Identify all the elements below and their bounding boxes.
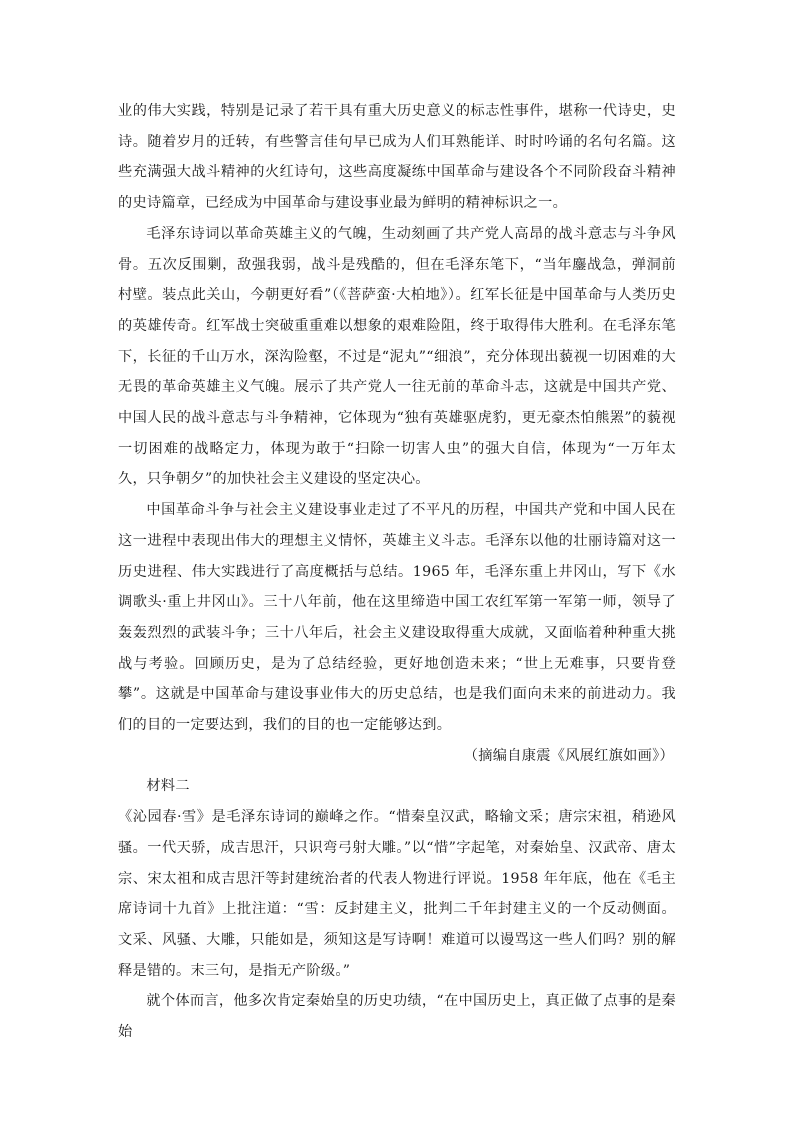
section-heading: 材料二	[146, 778, 190, 795]
document-body	[118, 96, 676, 1048]
paragraph-heroism: 毛泽东诗词以革命英雄主义的气魄，生动刻画了共产党人高昂的战斗意志与斗争风骨。五次反围剿，敌强我弱，战斗是残酷的，但在毛泽东笔下，“当年鏖战急，弹洞前村壁。装点此关山，今朝更好看”（《菩萨蛮·大柏地》）。红军长征是中国革命与人类历史的英雄传奇。红军战士突破重重难以想象的艰难险阻，终于取得伟大胜利。在毛泽东笔下，长征的千山万水，深沟险壑，不过是“泥丸”“细浪”，充分体现出藐视一切困难的大无畏的革命英雄主义气魄。展示了共产党人一往无前的革命斗志，这就是中国共产党、中国人民的战斗意志与斗争精神，它体现为“独有英雄驱虎豹，更无豪杰怕熊罴”的藐视一切困难的战略定力，体现为敢于“扫除一切害人虫”的强大自信，体现为“一万年太久，只争朝夕”的加快社会主义建设的坚定决心。	[118, 225, 676, 488]
paragraph-continuation: 业的伟大实践，特别是记录了若干具有重大历史意义的标志性事件，堪称一代诗史，史诗。随着岁月的迁转，有些警言佳句早已成为人们耳熟能详、时时吟诵的名句名篇。这些充满强大战斗精神的火红诗句，这些高度凝练中国革命与建设各个不同阶段奋斗精神的史诗篇章，已经成为中国革命与建设事业最为鲜明的精神标识之一。	[118, 103, 676, 212]
paragraph-qinyuanchun: 《沁园春·雪》是毛泽东诗词的巅峰之作。“惜秦皇汉武，略输文采；唐宗宋祖，稍逊风骚。一代天骄，成吉思汗，只识弯弓射大雕。”以“惜”字起笔，对秦始皇、汉武帝、唐太宗、宋太祖和成吉思汗等封建统治者的代表人物进行评说。1958 年年底，他在《毛主席诗词十九首》上批注道：“雪：反封建主义，批判二千年封建主义的一个反动侧面。文采、风骚、大雕，只能如是，须知这是写诗啊！难道可以谩骂这一些人们吗？别的解释是错的。末三句，是指无产阶级。”	[118, 809, 676, 979]
source-citation: （摘编自康震《风展红旗如画》）	[463, 747, 674, 764]
paragraph-qin-shihuang: 就个体而言，他多次肯定秦始皇的历史功绩，“在中国历史上，真正做了点事的是秦始	[118, 993, 676, 1041]
paragraph-idealism: 中国革命斗争与社会主义建设事业走过了不平凡的历程，中国共产党和中国人民在这一进程中表现出伟大的理想主义情怀，英雄主义斗志。毛泽东以他的壮丽诗篇对这一历史进程、伟大实践进行了高度概括与总结。1965 年，毛泽东重上井冈山，写下《水调歌头·重上井冈山》。三十八年前，他在这里缔造中国工农红军第一军第一师，领导了轰轰烈烈的武装斗争；三十八年后，社会主义建设取得重大成就，又面临着种种重大挑战与考验。回顾历史，是为了总结经验，更好地创造未来；“世上无难事，只要肯登攀”。这就是中国革命与建设事业伟大的历史总结，也是我们面向未来的前进动力。我们的目的一定要达到，我们的目的也一定能够达到。	[118, 502, 676, 734]
